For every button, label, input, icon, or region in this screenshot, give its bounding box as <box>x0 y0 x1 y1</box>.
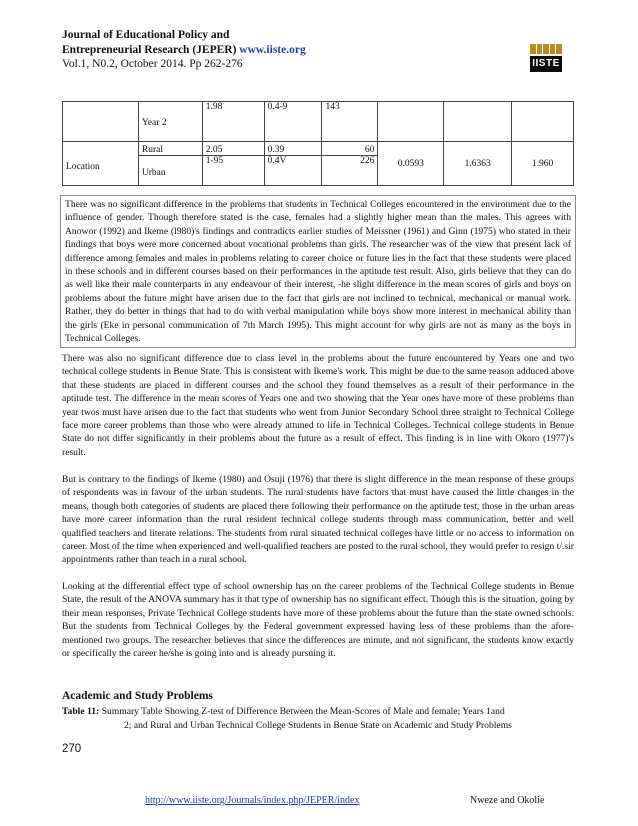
results-table <box>62 101 574 186</box>
journal-title-line1: Journal of Educational Policy and <box>62 29 230 41</box>
paragraph-class-level: There was also no significant difference due to class level in the problems about the future encountered by Years one and two technical college students in Benue State. This is consistent with Ikeme's work. This might be due to the same reason adduced above that these students are placed in different courses and the school they found themselves as a result of their performance in the aptitude test. The difference in the mean scores of Years one and two showing that the Year ones have more of these problems than year twos must have arisen due to the fact that students who went from Junior Secondary School three straight to Technical College face more career problems than those who were already attuned to life in Technical Colleges. Technical college students in Benue State do not differ significantly in their problems about the future as a result of effect. This finding is in line with Okoro (1977)'s result. <box>62 353 574 458</box>
paragraph-gender: There was no significant difference in the problems that students in Technical Colleges encountered in the environment due to the influence of gender. Though therefore stated is the case, females had a slightly higher mean than the males. This agrees with Anowor (1992) and Ikeme (l980)'s findings and contradicts earlier studies of Meissner (1961) and Ginn (1975) who stated in their findings that boys were more concerned about vocational problems than girls. The researcher was of the view that present lack of difference among females and males in problems relating to career choice or future lies in the fact that these students were placed in these schools and in different courses based on their performances in the aptitude test result. Also, girls believe that they can do as well like their male counterparts in any endeavour of their interest, -he slight difference in the mean scores of girls and boys on problems about the future might have arisen due to the fact that girls are not inclined to technical, mechanical or manual work. Rather, they do better in things that had to do with verbal manipulation while boys show more interest in mechanical ability than the girls (Eke in personal communication of 7th March 1995). This might account for why girls are not as many as the boys in Technical Colleges. <box>60 195 576 348</box>
table-caption <box>62 705 574 733</box>
year2-sd: 0.4-9 <box>264 102 322 142</box>
rural-n: 60 <box>322 142 378 156</box>
journal-header <box>62 28 502 72</box>
page-number: 270 <box>62 743 82 755</box>
rural-mean: 2.05 <box>202 142 264 156</box>
year2-n: 143 <box>322 102 378 142</box>
mean-difference: 0.0593 <box>378 142 444 186</box>
table-label: Table 11: <box>62 706 100 717</box>
iiste-logo <box>530 44 562 72</box>
paragraph-location: But is contrary to the findings of Ikeme (1980) and Osuji (1976) that there is slight difference in the mean response of these groups of respondents was in favour of the urban students. The rural students have factors that must have caused the little changes in the means, though both categories of students are placed there following their performance on the aptitude test, those in the urban areas have more career information than the rural resident technical college students through mass communication, better and well qualified teachers and literate relations. The students from rural situated technical colleges have little or no access to information on career. Most of the time when experienced and well-qualified teachers are posted to the rural school, they would prefer to resign t/.sir appointments rather than teach in a rural school. <box>62 474 574 566</box>
caption-line2: 2; and Rural and Urban Technical College Students in Benue State on Academic and Study Problems <box>124 720 512 731</box>
rural-label: Rural <box>138 142 202 156</box>
urban-sd: 0.4V <box>264 156 322 186</box>
urban-mean: 1-95 <box>202 156 264 186</box>
paragraph-ownership: Looking at the differential effect type of school ownership has on the career problems of the Technical College students in Benue State, the result of the ANOVA summary has it that type of ownership has no significant effect. Though this is the situation, going by their mean responses, Private Technical College students have more of these problems about the future than the state owned schools. But the students from Technical Colleges by the Federal government expressed having less of these problems than the afore-mentioned two groups. The researcher believes that since the differences are minute, and not significant, the students know exactly or specifically the career he/she is going into and is already pursuing it. <box>62 581 574 660</box>
journal-title-line2: Entrepreneurial Research (JEPER) www.iiste.org <box>62 43 306 56</box>
section-heading: Academic and Study Problems <box>62 690 213 702</box>
location-label: Location <box>63 142 139 186</box>
z-critical: 1.960 <box>512 142 574 186</box>
year2-label-cell: Year 2 <box>138 102 202 142</box>
footer-journal-link[interactable]: http://www.iiste.org/Journals/index.php/JEPER/index <box>145 795 360 806</box>
journal-website-link[interactable]: www.iiste.org <box>239 43 306 56</box>
year2-mean: 1.98 <box>202 102 264 142</box>
urban-n: 226 <box>322 156 378 186</box>
z-calculated: 1.6363 <box>444 142 512 186</box>
caption-line1: Summary Table Showing Z-test of Difference Between the Mean-Scores of Male and female; Years 1and <box>99 706 505 717</box>
journal-volume: Vol.1, N0.2, October 2014. Pp 262-276 <box>62 58 243 70</box>
footer-authors: Nweze and Okolie <box>470 795 545 806</box>
rural-sd: 0.39 <box>264 142 322 156</box>
urban-label-cell: Urban <box>138 156 202 186</box>
logo-text: IISTE <box>530 56 562 72</box>
logo-books-icon <box>530 44 562 54</box>
